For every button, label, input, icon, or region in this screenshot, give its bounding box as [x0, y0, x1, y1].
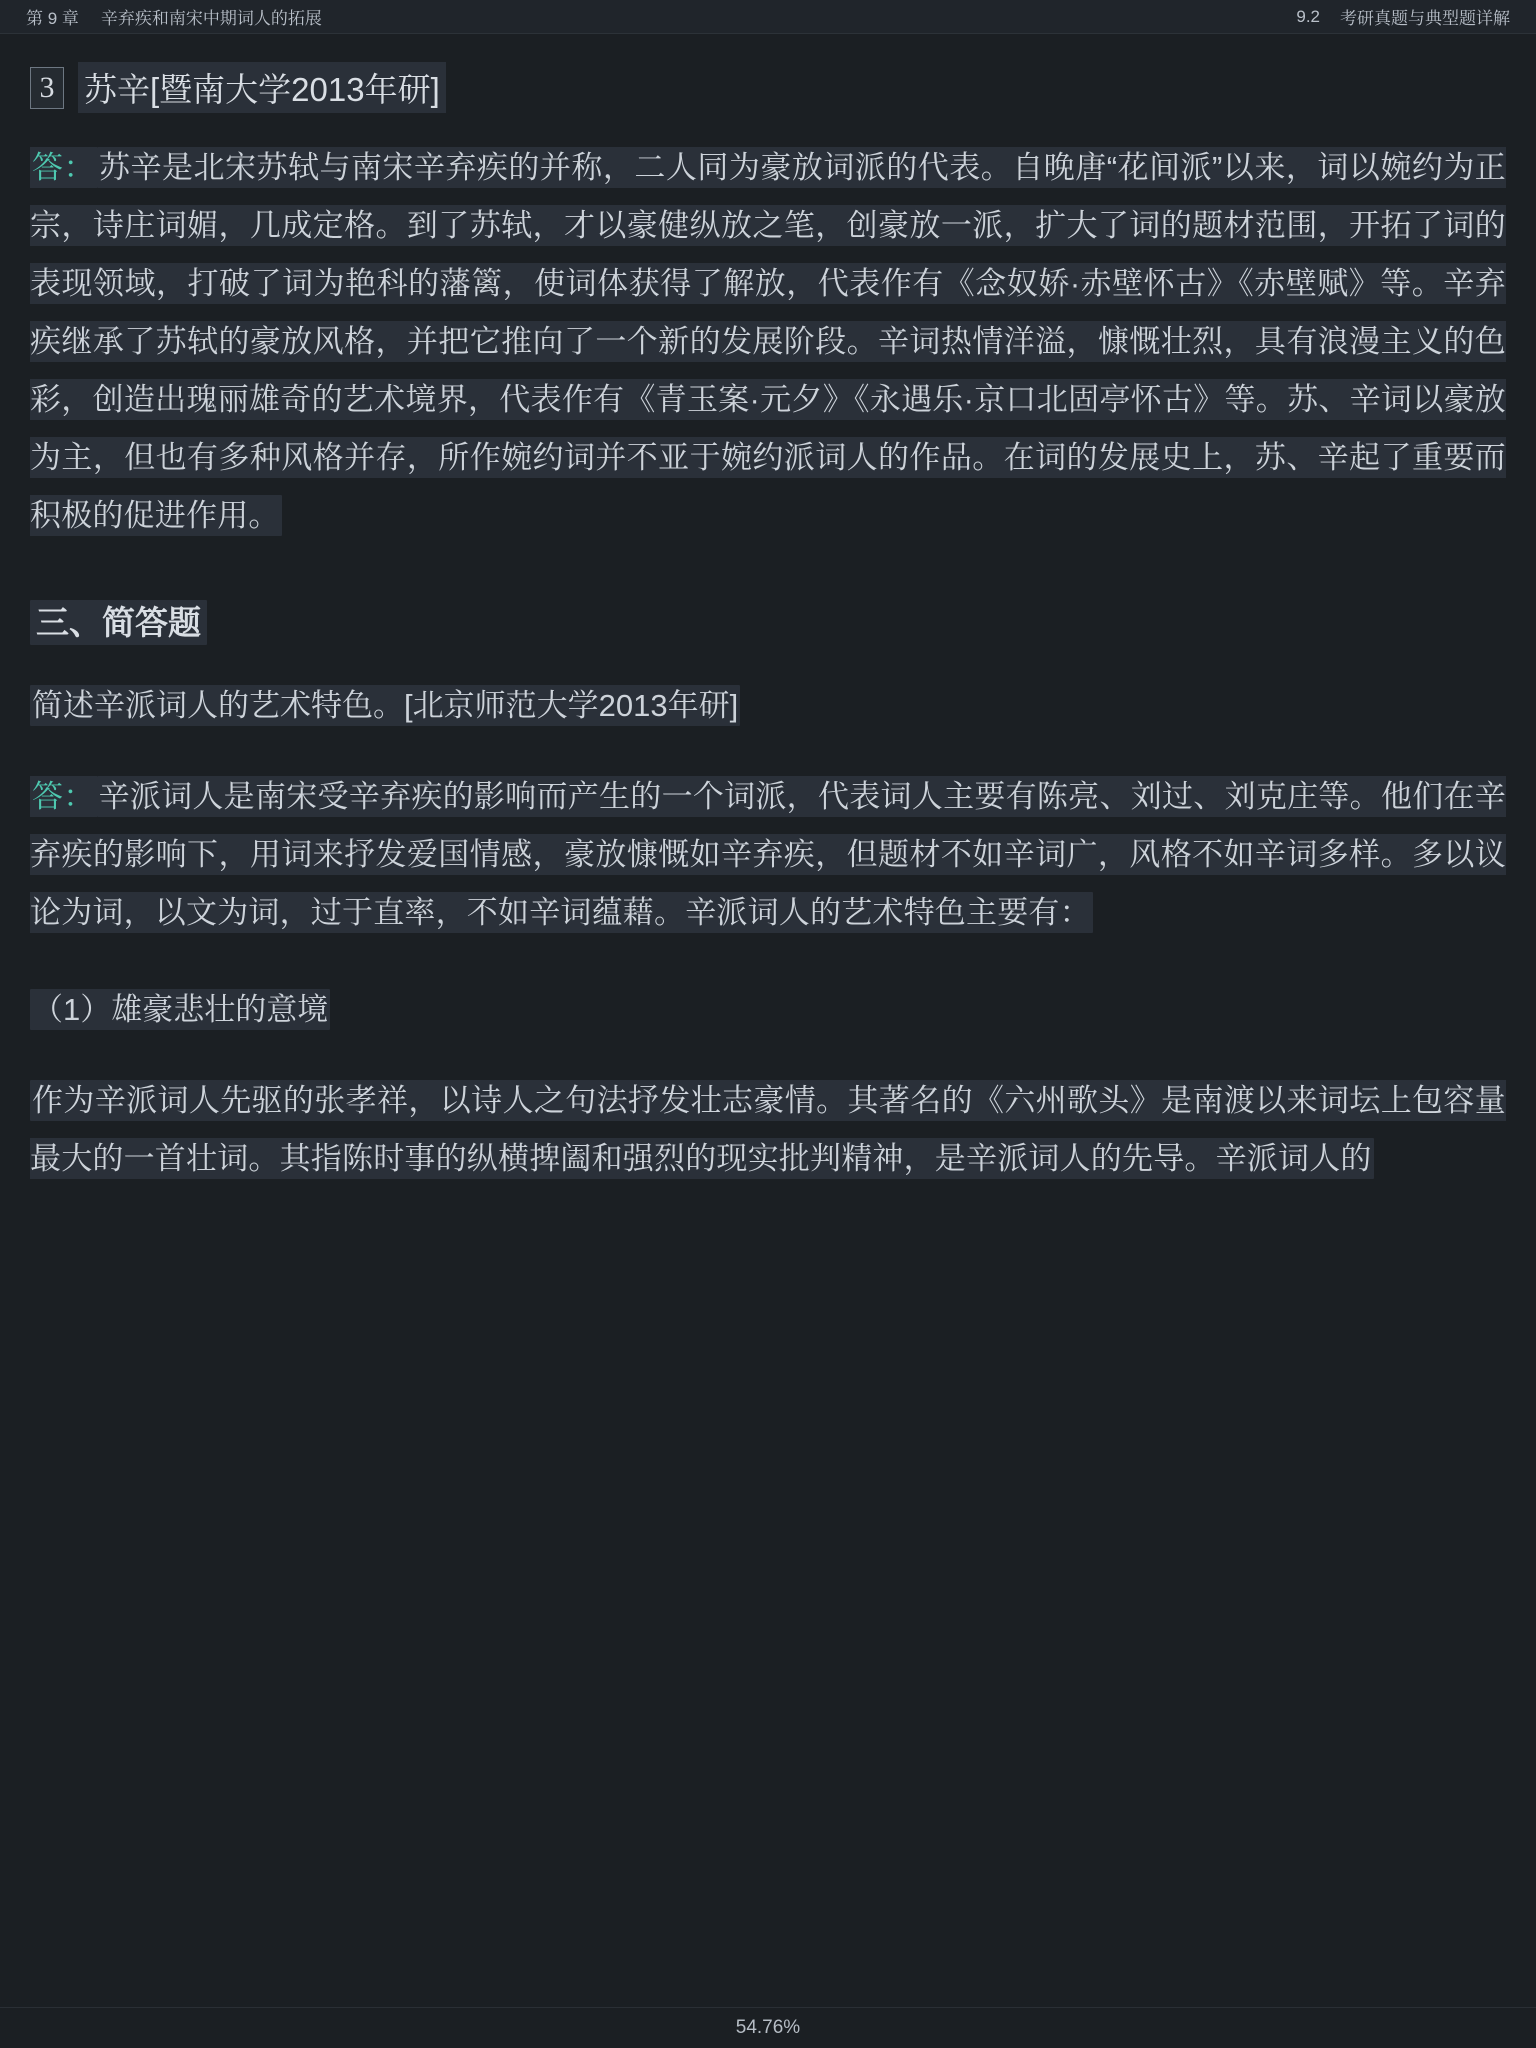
answer-text-1: 苏辛是北宋苏轼与南宋辛弃疾的并称，二人同为豪放词派的代表。自晚唐“花间派”以来，词以婉约为正宗，诗庄词媚，几成定格。到了苏轼，才以豪健纵放之笔，创豪放一派，扩大了词的题材范围，开拓了词的表现领域，打破了词为艳科的藩篱，使词体获得了解放，代表作有《念奴娇·赤壁怀古》《赤壁赋》等。辛弃疾继承了苏轼的豪放风格，并把它推向了一个新的发展阶段。辛词热情洋溢，慷慨壮烈，具有浪漫主义的色彩，创造出瑰丽雄奇的艺术境界，代表作有《青玉案·元夕》《永遇乐·京口北固亭怀古》等。苏、辛词以豪放为主，但也有多种风格并存，所作婉约词并不亚于婉约派词人的作品。在词的发展史上，苏、辛起了重要而积极的促进作用。 [30, 147, 1506, 536]
sub-question [30, 678, 1506, 734]
header-right-group [1296, 4, 1510, 29]
page-footer [0, 2007, 1536, 2048]
point-one-heading-text: （1）雄豪悲壮的意境 [30, 989, 330, 1030]
point-one-paragraph [30, 1072, 1506, 1188]
document-content [0, 34, 1536, 2007]
answer-label-2: 答： [30, 776, 97, 817]
section-heading-three [30, 597, 1506, 644]
section-title: 考研真题与典型题详解 [1340, 9, 1510, 28]
sub-question-text: 简述辛派词人的艺术特色。[北京师范大学2013年研] [30, 685, 740, 726]
reading-progress: 54.76% [735, 2017, 801, 2038]
chapter-title: 辛弃疾和南宋中期词人的拓展 [100, 9, 322, 28]
answer-text-2: 辛派词人是南宋受辛弃疾的影响而产生的一个词派，代表词人主要有陈亮、刘过、刘克庄等。他们在辛弃疾的影响下，用词来抒发爱国情感，豪放慷慨如辛弃疾，但题材不如辛词广，风格不如辛词多样。多以议论为词，以文为词，过于直率，不如辛词蕴藉。辛派词人的艺术特色主要有： [30, 776, 1506, 933]
page-header [0, 0, 1536, 34]
question-title: 苏辛[暨南大学2013年研] [78, 62, 446, 113]
answer-paragraph-2 [30, 768, 1506, 942]
section-number: 9.2 [1296, 6, 1320, 26]
question-number: 3 [30, 67, 64, 109]
answer-paragraph-1 [30, 139, 1506, 545]
chapter-number: 第 9 章 [26, 9, 79, 28]
point-one-text: 作为辛派词人先驱的张孝祥，以诗人之句法抒发壮志豪情。其著名的《六州歌头》是南渡以来词坛上包容量最大的一首壮词。其指陈时事的纵横捭阖和强烈的现实批判精神，是辛派词人的先导。辛派词人的 [30, 1080, 1506, 1179]
answer-label-1: 答： [30, 147, 97, 188]
section-heading-three-text: 三、简答题 [30, 600, 207, 645]
question-heading [30, 62, 1506, 113]
header-left-group [26, 4, 322, 29]
point-one-heading [30, 982, 1506, 1038]
